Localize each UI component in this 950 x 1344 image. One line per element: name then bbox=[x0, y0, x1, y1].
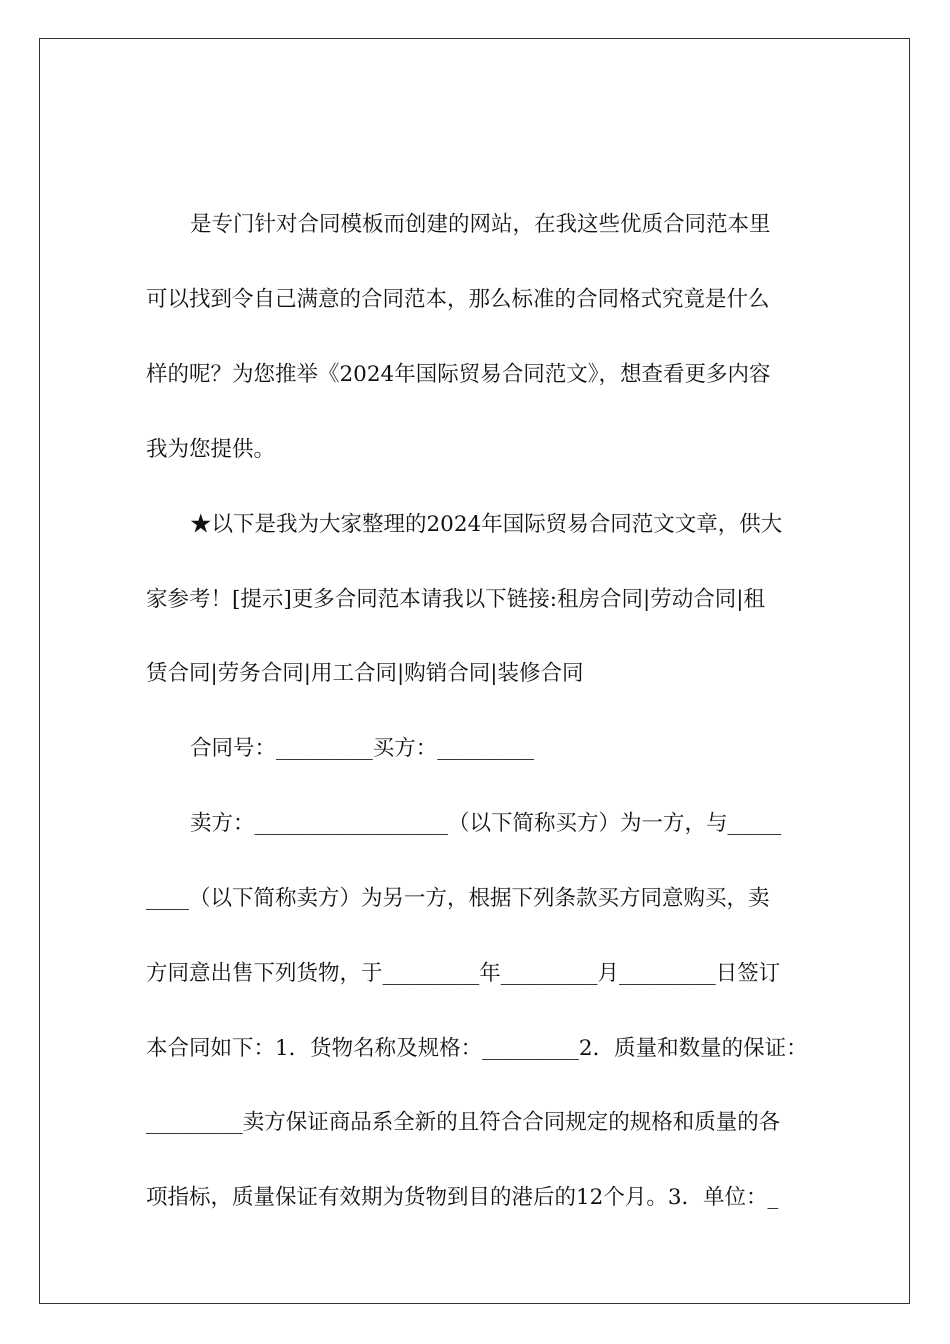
contract-body-line-4: 本合同如下：1．货物名称及规格：_________2．质量和数量的保证： bbox=[146, 1036, 808, 1061]
notice-line-1: ★以下是我为大家整理的2024年国际贸易合同范文文章，供大 bbox=[190, 512, 783, 537]
notice-line-2: 家参考！[提示]更多合同范本请我以下链接:租房合同|劳动合同|租 bbox=[146, 587, 766, 612]
contract-body-line-5: _________卖方保证商品系全新的且符合合同规定的规格和质量的各 bbox=[146, 1110, 781, 1135]
notice-line-3: 赁合同|劳务合同|用工合同|购销合同|装修合同 bbox=[146, 661, 584, 686]
intro-line-1: 是专门针对合同模板而创建的网站，在我这些优质合同范本里 bbox=[190, 212, 771, 237]
contract-number-line: 合同号：_________买方：_________ bbox=[190, 736, 535, 761]
intro-line-3: 样的呢？为您推举《2024年国际贸易合同范文》，想查看更多内容 bbox=[146, 362, 771, 387]
contract-body-line-6: 项指标，质量保证有效期为货物到目的港后的12个月。3．单位：_ bbox=[146, 1185, 779, 1210]
contract-body-line-2: ____（以下简称卖方）为另一方，根据下列条款买方同意购买，卖 bbox=[146, 886, 770, 911]
contract-body-line-1: 卖方：__________________（以下简称买方）为一方，与_____ bbox=[190, 811, 782, 836]
intro-line-2: 可以找到令自己满意的合同范本，那么标准的合同格式究竟是什么 bbox=[146, 287, 770, 312]
contract-body-line-3: 方同意出售下列货物，于_________年_________月_________日签订 bbox=[146, 961, 781, 986]
intro-line-4: 我为您提供。 bbox=[146, 437, 276, 462]
